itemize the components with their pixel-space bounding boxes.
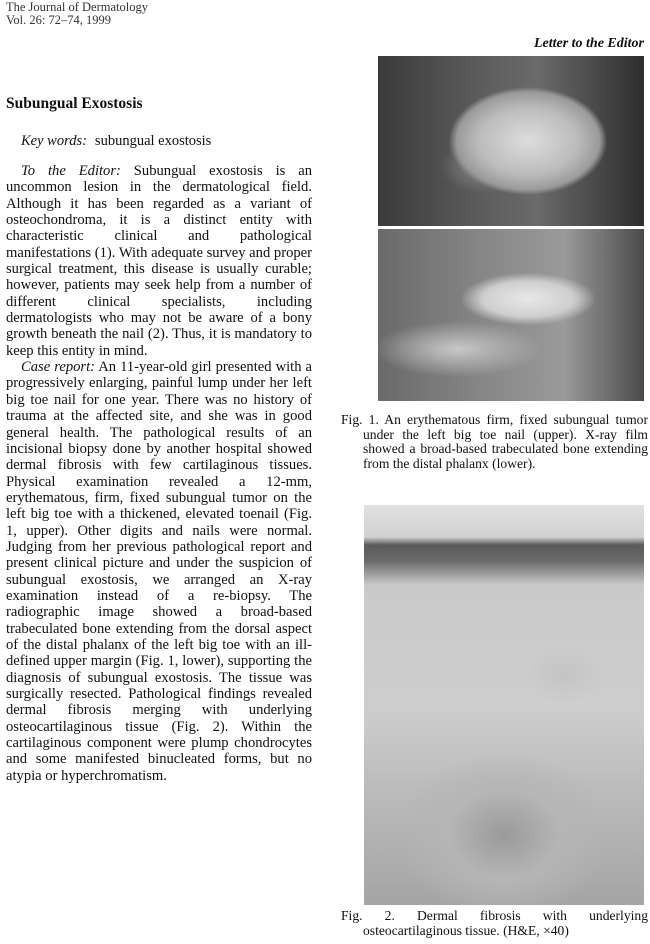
case-lead: Case report: — [21, 359, 96, 376]
intro-text: Subungual exostosis is an uncommon lesion in the dermatological field. Although it has been regarded as a variant of osteochondroma, it is a distinct entity with characteristic clinical and pathological manifestations (1). With adequate survey and proper surgical treatment, this disease is usually curable; however, patients may seek help from a number of different clinical specialists, including dermatologists who may not be aware of a bony growth beneath the nail (2). Thus, it is mandatory to keep this entity in mind. — [6, 163, 312, 359]
volume-info: Vol. 26: 72–74, 1999 — [6, 13, 111, 27]
figure-1-caption-text: Fig. 1. An erythematous firm, fixed subungual tumor under the left big toe nail (upper). X-ray film showed a broad-based trabeculated bone extending from the distal phalanx (lower). — [341, 412, 648, 472]
figure-1-xray-image — [378, 229, 644, 401]
keywords-label: Key words: — [21, 133, 87, 149]
intro-lead: To the Editor: — [21, 163, 121, 179]
article-body — [6, 163, 312, 784]
keywords-value: subungual exostosis — [94, 133, 212, 149]
figure-2-caption-text: Fig. 2. Dermal fibrosis with underlying osteocartilaginous tissue. (H&E, ×40) — [341, 908, 648, 938]
section-label: Letter to the Editor — [533, 36, 644, 51]
running-header — [6, 1, 148, 27]
article-title: Subungual Exostosis — [6, 95, 143, 112]
figure-1-caption — [341, 413, 648, 472]
case-text: An 11-year-old girl presented with a progressively enlarging, painful lump under her left big toe nail for one year. There was no history of trauma at the affected site, and she was in good general health. The pathological results of an incisional biopsy done by another hospital showed dermal fibrosis with few cartilaginous tissues. Physical examination revealed a 12-mm, erythematous, firm, fixed subungual tumor on the left big toe with a thickened, elevated toenail (Fig. 1, upper). Other digits and nails were normal. Judging from her previous pathological report and present clinical picture and under the suspicion of subungual exostosis, we arranged an X-ray examination instead of a re-biopsy. The radiographic image showed a broad-based trabeculated bone extending from the dorsal aspect of the distal phalanx of the left big toe with an ill-defined upper margin (Fig. 1, lower), supporting the diagnosis of subungual exostosis. The tissue was surgically resected. Pathological findings revealed dermal fibrosis merging with underlying osteocartilaginous tissue (Fig. 2). Within the cartilaginous component were plump chondrocytes and some manifested binucleated forms, but no atypia or hyperchromatism. — [6, 359, 313, 784]
figure-2-caption — [341, 909, 648, 938]
paragraph-case-report — [6, 359, 312, 784]
journal-name: The Journal of Dermatology — [6, 0, 148, 14]
paragraph-intro — [6, 163, 312, 359]
keywords-line — [21, 133, 211, 150]
figure-1-clinical-photo — [378, 56, 644, 226]
figure-2-histology-image — [364, 505, 644, 905]
